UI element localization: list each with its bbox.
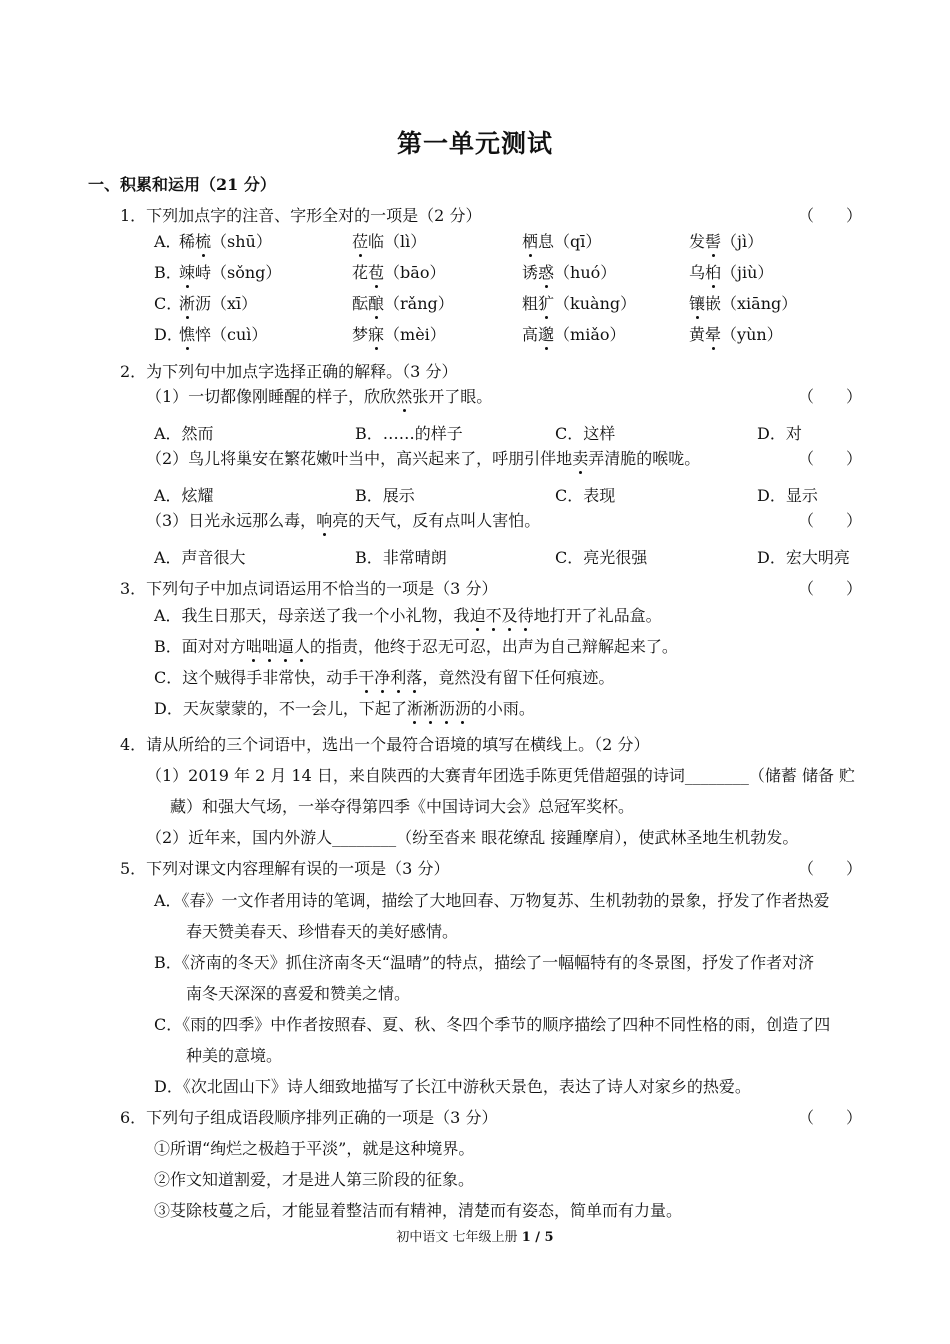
word-part: 悴（cuì） (195, 325, 268, 344)
q2-option: B．……的样子 (355, 424, 463, 443)
q2-option: D．宏大明亮 (757, 548, 850, 567)
answer-paren: （ ） (798, 511, 863, 530)
dotted-char: 落 (406, 665, 422, 688)
dotted-char: 惑 (538, 260, 554, 283)
q1-option-item (522, 291, 636, 314)
text: A．我生日那天，母亲送了我一个小礼物，我 (154, 606, 470, 625)
option-label: C． (154, 294, 183, 313)
q1-option-item (522, 260, 616, 283)
q4-sub1-line2: 藏）和强大气场，一举夺得第四季《中国诗词大会》总冠军奖杯。 (170, 797, 635, 816)
option-label: A． (154, 232, 182, 251)
dotted-char: 梳 (195, 229, 211, 252)
dotted-char: 及 (502, 603, 518, 626)
dotted-char: 镶 (689, 291, 705, 314)
dotted-char: 寐 (368, 322, 384, 345)
dotted-char: 利 (390, 665, 406, 688)
page-title: 第一单元测试 (396, 129, 553, 158)
dotted-char: 干 (358, 665, 374, 688)
word-part: 花 (352, 263, 369, 282)
q1-option-item (352, 322, 446, 345)
text: 亮的天气，反有点叫人害怕。 (332, 511, 541, 530)
text: （2）鸟儿将巢安在繁花嫩叶当中，高兴起来了，呼朋引伴地 (146, 449, 573, 468)
dotted-char: 咄 (262, 634, 278, 657)
q1-option-item (352, 229, 426, 252)
word-part: （mèi） (384, 325, 446, 344)
option-label: B． (154, 263, 182, 282)
q6-sentence-1: ①所谓“绚烂之极趋于平淡”，就是这种境界。 (154, 1139, 475, 1158)
q1-option-item (179, 322, 267, 345)
word-part: 诱 (522, 263, 539, 282)
dotted-phrase (407, 699, 471, 718)
text: （3）日光永远那么毒， (146, 511, 317, 530)
q1-option-item (689, 260, 773, 283)
text: 的小雨。 (470, 699, 535, 718)
q1-option-item (689, 229, 763, 252)
dotted-char: 髻 (705, 229, 721, 252)
word-part: 黄 (689, 325, 706, 344)
page-footer (0, 1226, 950, 1245)
word-part: （miǎo） (554, 325, 626, 344)
dotted-char: 咄 (246, 634, 262, 657)
word-part: （huó） (554, 263, 617, 282)
word-part: 乌 (689, 263, 706, 282)
answer-paren: （ ） (798, 579, 863, 598)
q5-option-c: C．《雨的四季》中作者按照春、夏、秋、冬四个季节的顺序描绘了四种不同性格的雨，创造了四 (154, 1015, 831, 1034)
word-part: （bāo） (384, 263, 446, 282)
question-2-stem: 2．为下列句中加点字选择正确的解释。（3 分） (120, 362, 458, 381)
q1-option-item (689, 322, 783, 345)
word-part: （yùn） (721, 325, 783, 344)
dotted-char: 桕 (705, 260, 721, 283)
dotted-char: 淅 (179, 291, 195, 314)
dotted-char: 竦 (179, 260, 195, 283)
question-4-stem: 4．请从所给的三个词语中，选出一个最符合语境的填写在横线上。（2 分） (120, 735, 650, 754)
q1-option-item (689, 291, 797, 314)
section-heading: 一、积累和运用（21 分） (88, 175, 276, 194)
q2-option: C．表现 (555, 486, 616, 505)
q2-option: C．亮光很强 (555, 548, 648, 567)
text: ，竟然没有留下任何痕迹。 (422, 668, 615, 687)
dotted-char: 迫 (470, 603, 486, 626)
q2-option: A．炫耀 (154, 486, 214, 505)
word-part: 发 (689, 232, 706, 251)
q2-option: A．然而 (154, 424, 214, 443)
answer-paren: （ ） (798, 859, 863, 878)
answer-paren: （ ） (798, 449, 863, 468)
dotted-char: 不 (486, 603, 502, 626)
q1-option-item (522, 322, 626, 345)
option-label: D． (154, 325, 183, 344)
text: B．面对对方 (154, 637, 246, 656)
word-part: 稀 (179, 232, 196, 251)
dotted-char: 沥 (455, 696, 471, 719)
dotted-char: 憔 (179, 322, 195, 345)
dotted-char: 然 (396, 384, 412, 407)
q3-option (154, 634, 678, 657)
q2-sub-question (146, 384, 492, 407)
q1-option-item (352, 260, 445, 283)
q3-option (154, 665, 614, 688)
dotted-char: 邈 (538, 322, 554, 345)
dotted-char: 栖 (522, 229, 538, 252)
dotted-char: 卖 (572, 446, 588, 469)
q2-option: B．非常晴朗 (355, 548, 447, 567)
dotted-char: 沥 (439, 696, 455, 719)
dotted-char: 酿 (368, 291, 384, 314)
dotted-char: 犷 (538, 291, 554, 314)
dotted-phrase (246, 637, 310, 656)
dotted-phrase (358, 668, 422, 687)
q4-sub1-line1: （1）2019 年 2 月 14 日，来自陕西的大赛青年团选手陈更凭借超强的诗词________（储蓄 储备 贮 (146, 766, 856, 785)
q5-option-b-cont: 南冬天深深的喜爱和赞美之情。 (186, 984, 411, 1003)
q6-sentence-2: ②作文知道割爱，才是进人第三阶段的征象。 (154, 1170, 475, 1189)
q1-option-item (352, 291, 454, 314)
dotted-char: 净 (374, 665, 390, 688)
q2-option: D．对 (757, 424, 802, 443)
dotted-char: 人 (294, 634, 310, 657)
dotted-char: 淅 (423, 696, 439, 719)
q3-option (154, 603, 662, 626)
text: 地打开了礼品盒。 (533, 606, 662, 625)
word-part: 梦 (352, 325, 369, 344)
q2-option: B．展示 (355, 486, 415, 505)
word-part: 粗 (522, 294, 539, 313)
text: 弄清脆的喉咙。 (588, 449, 701, 468)
answer-paren: （ ） (798, 206, 863, 225)
dotted-char: 莅 (352, 229, 368, 252)
question-5-stem: 5．下列对课文内容理解有误的一项是（3 分） (120, 859, 450, 878)
q2-option: A．声音很大 (154, 548, 246, 567)
q2-option: D．显示 (757, 486, 818, 505)
q2-sub-question (146, 508, 540, 531)
word-part: 临（lì） (368, 232, 427, 251)
q5-option-a-cont: 春天赞美春天、珍惜春天的美好感情。 (186, 922, 459, 941)
word-part: （kuàng） (554, 294, 637, 313)
q6-sentence-3: ③芟除枝蔓之后，才能显着整洁而有精神，清楚而有姿态，简单而有力量。 (154, 1201, 683, 1220)
dotted-char: 待 (518, 603, 534, 626)
dotted-char: 苞 (368, 260, 384, 283)
q1-option-item (522, 229, 601, 252)
text: 的指责，他终于忍无可忍，出声为自己辩解起来了。 (309, 637, 678, 656)
q1-option-item (179, 291, 257, 314)
dotted-char: 响 (316, 508, 332, 531)
word-part: 沥（xī） (195, 294, 258, 313)
text: （1）一切都像刚睡醒的样子，欣欣 (146, 387, 397, 406)
word-part: 高 (522, 325, 539, 344)
q5-option-a: A．《春》一文作者用诗的笔调，描绘了大地回春、万物复苏、生机勃勃的景象，抒发了作者热爱 (154, 891, 830, 910)
answer-paren: （ ） (798, 1108, 863, 1127)
word-part: （jì） (721, 232, 764, 251)
dotted-char: 晕 (705, 322, 721, 345)
footer-text: 初中语文 七年级上册 (396, 1230, 522, 1245)
word-part: （jiù） (721, 263, 774, 282)
word-part: 息（qī） (538, 232, 602, 251)
q5-option-c-cont: 种美的意境。 (186, 1046, 283, 1065)
dotted-char: 逼 (278, 634, 294, 657)
page-number: 1 / 5 (521, 1230, 554, 1245)
question-6-stem: 6．下列句子组成语段顺序排列正确的一项是（3 分） (120, 1108, 498, 1127)
q2-option: C．这样 (555, 424, 616, 443)
q1-option-item (179, 229, 272, 252)
q5-option-b: B．《济南的冬天》抓住济南冬天“温晴”的特点，描绘了一幅幅特有的冬景图，抒发了作者对济 (154, 953, 815, 972)
word-part: （rǎng） (384, 294, 454, 313)
word-part: （shū） (211, 232, 272, 251)
text: 张开了眼。 (412, 387, 493, 406)
word-part: 酝 (352, 294, 369, 313)
text: D．天灰蒙蒙的，不一会儿，下起了 (154, 699, 407, 718)
q2-sub-question (146, 446, 700, 469)
word-part: 嵌（xiāng） (705, 294, 798, 313)
question-1-stem: 1．下列加点字的注音、字形全对的一项是（2 分） (120, 206, 482, 225)
dotted-char: 淅 (407, 696, 423, 719)
q1-option-item (179, 260, 281, 283)
dotted-phrase (470, 606, 534, 625)
text: C．这个贼得手非常快，动手 (154, 668, 359, 687)
q3-option (154, 696, 535, 719)
q4-sub2: （2）近年来，国内外游人________（纷至沓来 眼花缭乱 接踵摩肩），使武林圣地生机勃发。 (146, 828, 799, 847)
question-3-stem: 3．下列句子中加点词语运用不恰当的一项是（3 分） (120, 579, 498, 598)
answer-paren: （ ） (798, 387, 863, 406)
q5-option-d: D．《次北固山下》诗人细致地描写了长江中游秋天景色，表达了诗人对家乡的热爱。 (154, 1077, 751, 1096)
word-part: 峙（sǒng） (195, 263, 282, 282)
